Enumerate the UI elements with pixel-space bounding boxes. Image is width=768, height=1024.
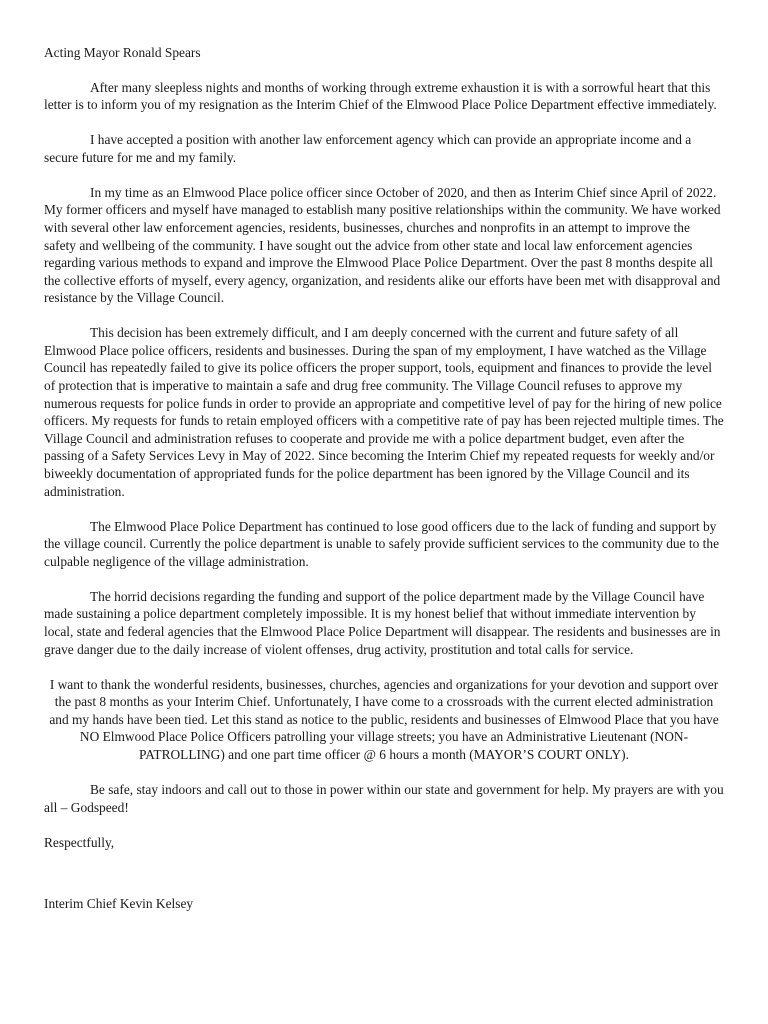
letter-page (44, 44, 724, 913)
paragraph-new-position: I have accepted a position with another law enforcement agency which can provide an appropriate income and a secure future for me and my family. (44, 132, 692, 165)
paragraph-concerns: This decision has been extremely difficult, and I am deeply concerned with the current and future safety of all Elmwood Place police officers, residents and businesses. During the span of my employment, I have watched as the Village Council has repeatedly failed to give its police officers the proper support, tools, equipment and finances to provide the level of protection that is imperative to maintain a safe and drug free community. The Village Council refuses to approve my numerous requests for police funds in order to provide an appropriate and competitive level of pay for the hiring of new police officers. My requests for funds to retain employed officers with a competitive rate of pay has been rejected multiple times. The Village Council and administration refuses to cooperate and provide me with a police department budget, even after the passing of a Safety Services Levy in May of 2022. Since becoming the Interim Chief my repeated requests for weekly and/or biweekly documentation of appropriated funds for the police department has been ignored by the Village Council and its administration. (44, 325, 724, 499)
paragraph-losing-officers: The Elmwood Place Police Department has continued to lose good officers due to the lack of funding and support by the village council. Currently the police department is unable to safely provide sufficient services to the community due to the culpable negligence of the village administration. (44, 518, 720, 569)
closing: Respectfully, (44, 834, 115, 850)
paragraph-horrid-decisions: The horrid decisions regarding the funding and support of the police department made by the Village Council have made sustaining a police department completely impossible. It is my honest belief that without immediate intervention by local, state and federal agencies that the Elmwood Place Police Department will disappear. The residents and businesses are in grave danger due to the daily increase of violent offenses, drug activity, prostitution and total calls for service. (44, 588, 721, 657)
signature: Interim Chief Kevin Kelsey (44, 896, 194, 912)
paragraph-resignation: After many sleepless nights and months of working through extreme exhaustion it is with a sorrowful heart that this letter is to inform you of my resignation as the Interim Chief of the Elmwood Place Police Department effective immediately. (44, 79, 717, 113)
paragraph-be-safe: Be safe, stay indoors and call out to those in power within our state and government for help. My prayers are with you all – Godspeed! (44, 781, 724, 815)
paragraph-history: In my time as an Elmwood Place police officer since October of 2020, and then as Interim Chief since April of 2022. My former officers and myself have managed to establish many positive relationships within the community. We have worked with several other law enforcement agencies, residents, businesses, churches and nonprofits in an attempt to improve the safety and wellbeing of the community. I have sought out the advice from other state and local law enforcement agencies regarding various methods to expand and improve the Elmwood Place Police Department. Over the past 8 months despite all the collective efforts of myself, every agency, organization, and residents alike our efforts have been met with disapproval and resistance by the Village Council. (44, 184, 721, 306)
paragraph-thanks: I want to thank the wonderful residents, businesses, churches, agencies and organizations for your devotion and support over the past 8 months as your Interim Chief. Unfortunately, I have come to a crossroads with the current elected administration and my hands have been tied. Let this stand as notice to the public, residents and businesses of Elmwood Place that you have NO Elmwood Place Police Officers patrolling your village streets; you have an Administrative Lieutenant (NON-PATROLLING) and one part time officer @ 6 hours a month (MAYOR’S COURT ONLY). (49, 676, 719, 762)
salutation: Acting Mayor Ronald Spears (44, 45, 201, 60)
